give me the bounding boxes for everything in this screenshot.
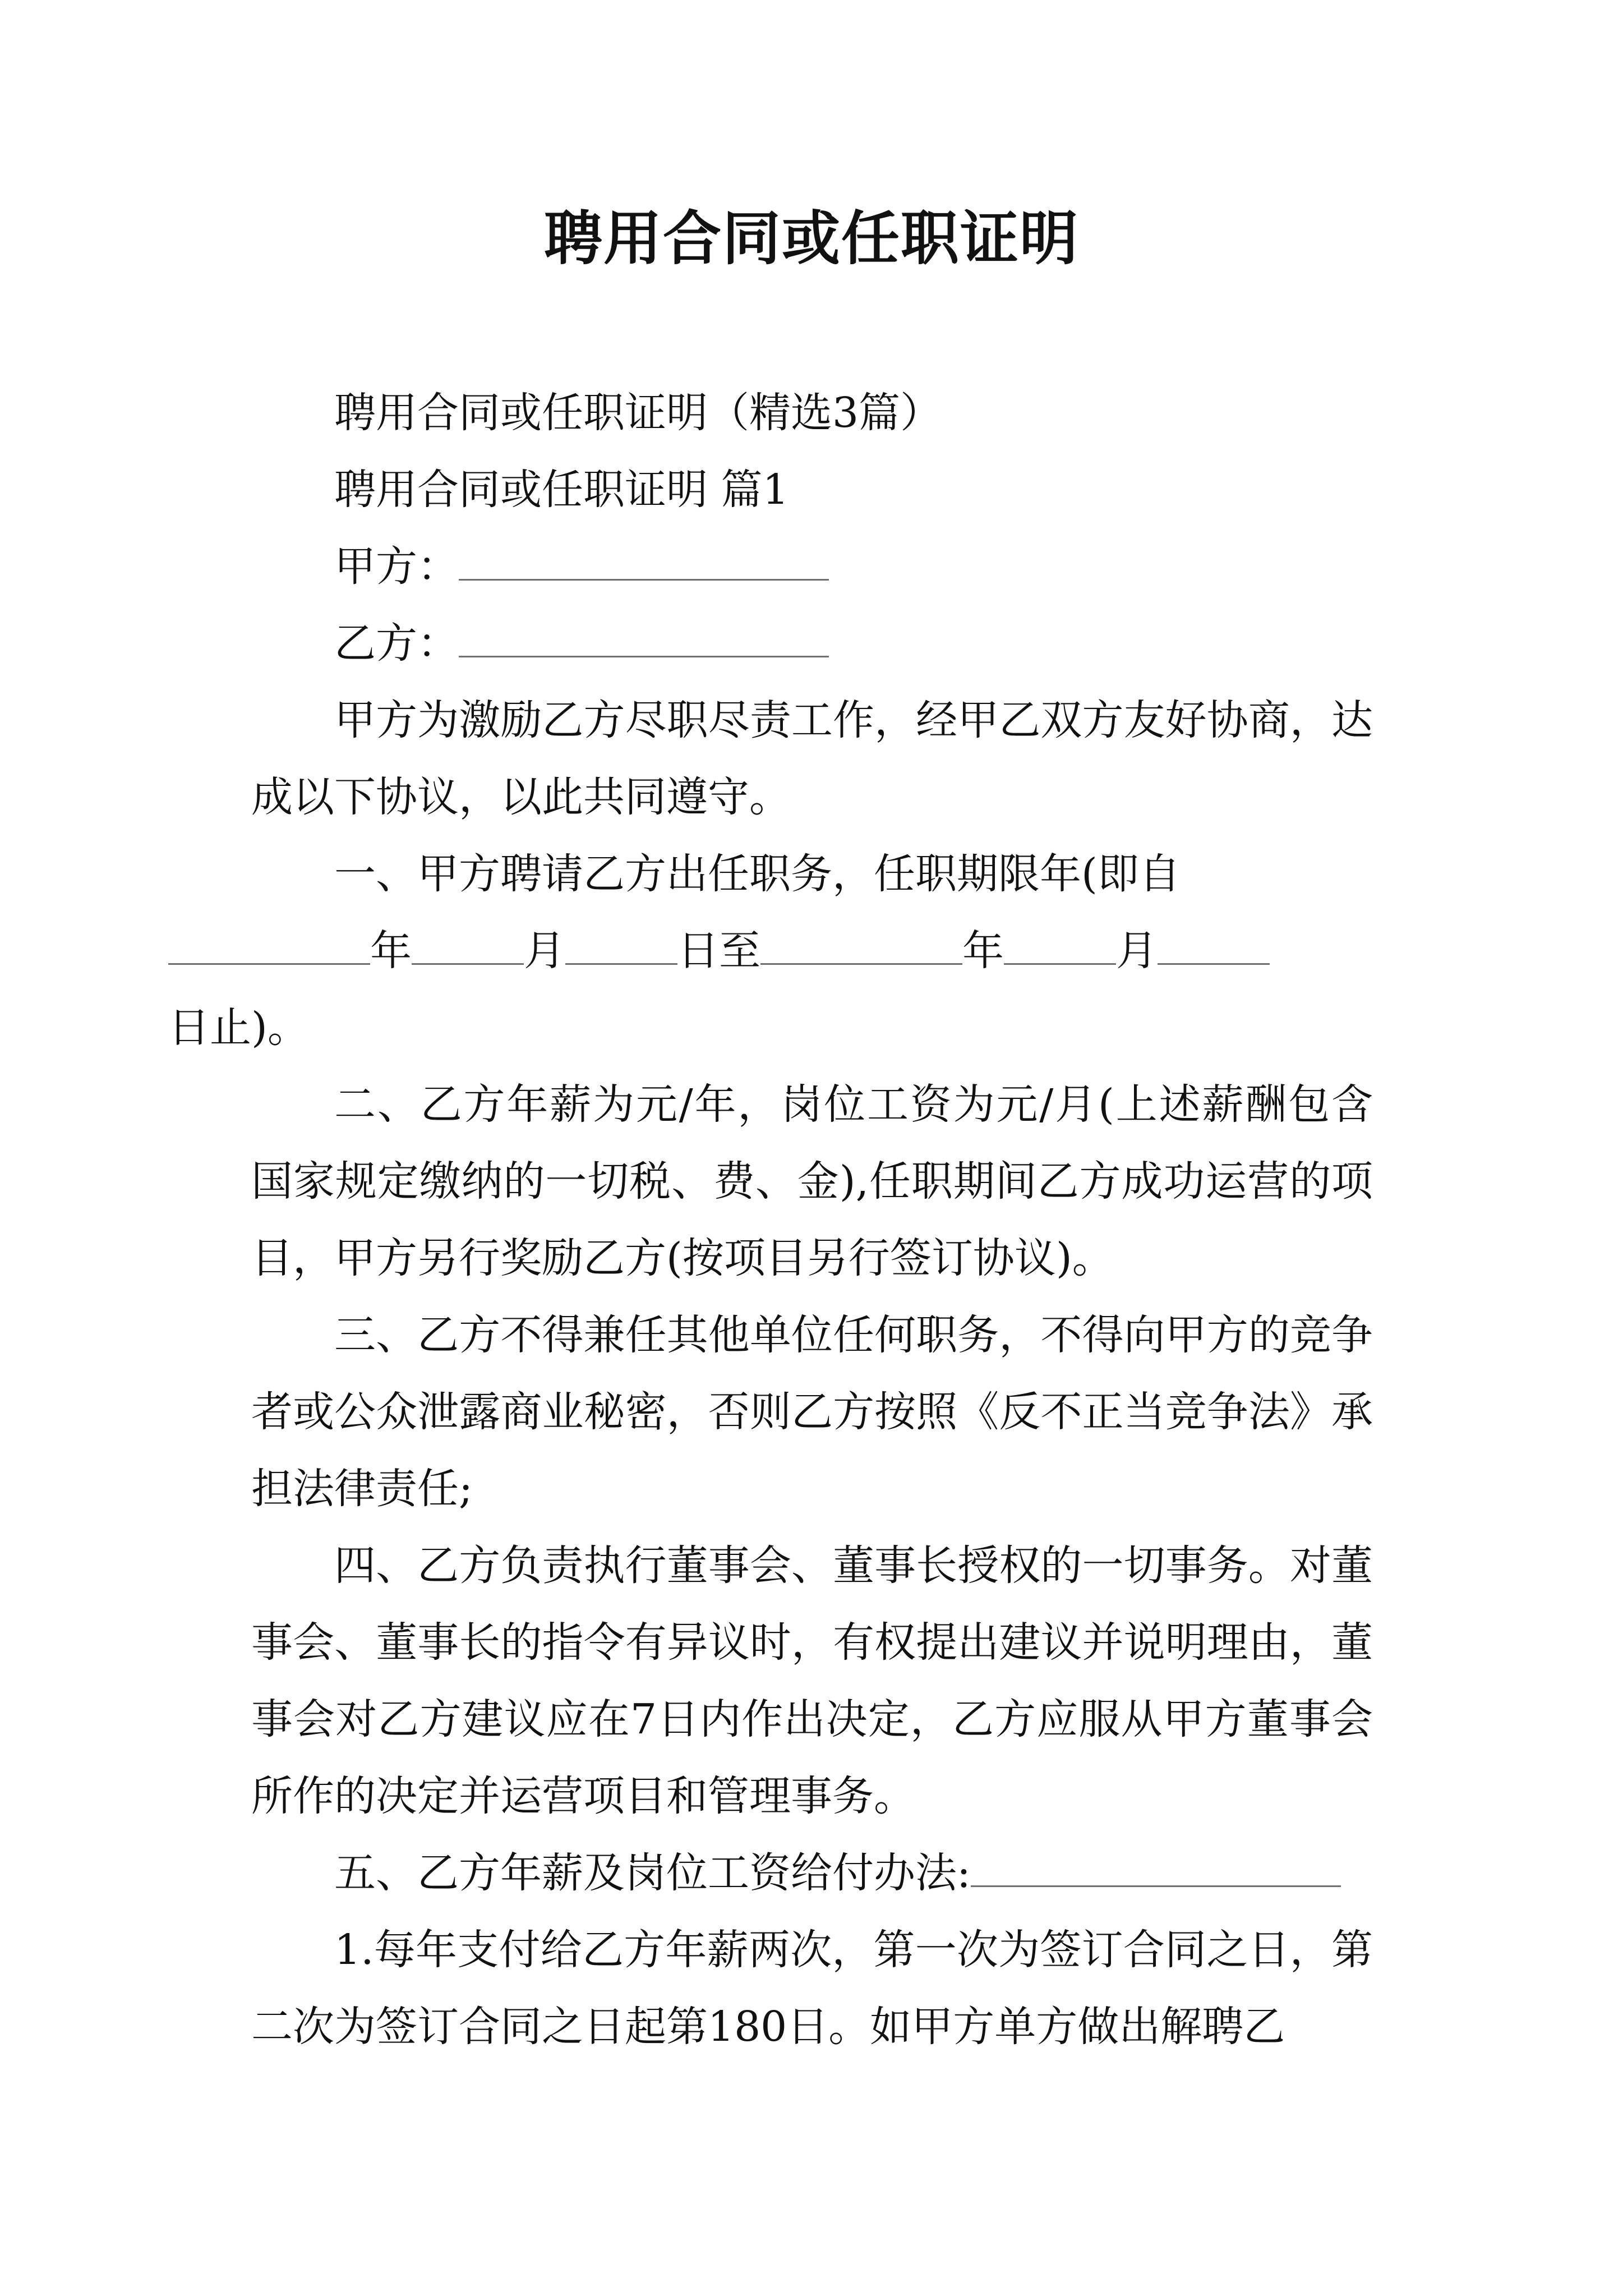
clause-1-end-month-blank [1004, 921, 1116, 965]
clause-1-start-day-blank [565, 921, 677, 965]
item-1: 1.每年支付给乙方年薪两次，第一次为签订合同之日，第二次为签订合同之日起第180日。如甲方单方做出解聘乙 [251, 1926, 1373, 2051]
clause-5-text: 五、乙方年薪及岗位工资给付办法: [334, 1849, 971, 1897]
party-b-label: 乙方： [334, 619, 459, 668]
party-a-line [251, 528, 1373, 605]
clause-1-end: 日止)。 [168, 1004, 309, 1052]
clause-2: 二、乙方年薪为元/年，岗位工资为元/月(上述薪酬包含国家规定缴纳的一切税、费、金),任职期间乙方成功运营的项目，甲方另行奖励乙方(按项目另行签订协议)。 [251, 1080, 1373, 1282]
intro-paragraph: 甲方为激励乙方尽职尽责工作，经甲乙双方友好协商，达成以下协议，以此共同遵守。 [251, 696, 1373, 821]
party-b-line [251, 605, 1373, 682]
document-subtitle: 聘用合同或任职证明（精选3篇） [334, 389, 942, 437]
clause-1-text: 一、甲方聘请乙方出任职务，任职期限年(即自 [334, 850, 1181, 898]
clause-1-year-1: 年 [370, 927, 412, 975]
section-heading: 聘用合同或任职证明 篇1 [334, 466, 789, 514]
clause-1-end-year-blank [760, 921, 962, 965]
clause-4: 四、乙方负责执行董事会、董事长授权的一切事务。对董事会、董事长的指令有异议时，有权提出建议并说明理由，董事会对乙方建议应在7日内作出决定，乙方应服从甲方董事会所作的决定并运营项目和管理事务。 [251, 1542, 1373, 1820]
clause-5-blank [971, 1843, 1341, 1887]
document-title: 聘用合同或任职证明 [543, 204, 1079, 273]
clause-1 [168, 836, 1373, 1066]
clause-1-year-2: 年 [962, 927, 1004, 975]
party-b-blank [459, 613, 829, 657]
party-a-blank [459, 536, 829, 581]
clause-5-line [251, 1835, 1373, 1912]
clause-1-start-year-blank [168, 921, 370, 965]
document-body [168, 375, 1373, 2065]
party-a-label: 甲方： [334, 542, 459, 591]
clause-3: 三、乙方不得兼任其他单位任何职务，不得向甲方的竞争者或公众泄露商业秘密，否则乙方按照《反不正当竞争法》承担法律责任; [251, 1311, 1373, 1513]
clause-1-day-to: 日至 [677, 927, 760, 975]
clause-1-month-2: 月 [1116, 927, 1158, 975]
clause-1-start-month-blank [412, 921, 524, 965]
clause-1-month-1: 月 [524, 927, 565, 975]
clause-1-end-day-blank [1158, 921, 1270, 965]
